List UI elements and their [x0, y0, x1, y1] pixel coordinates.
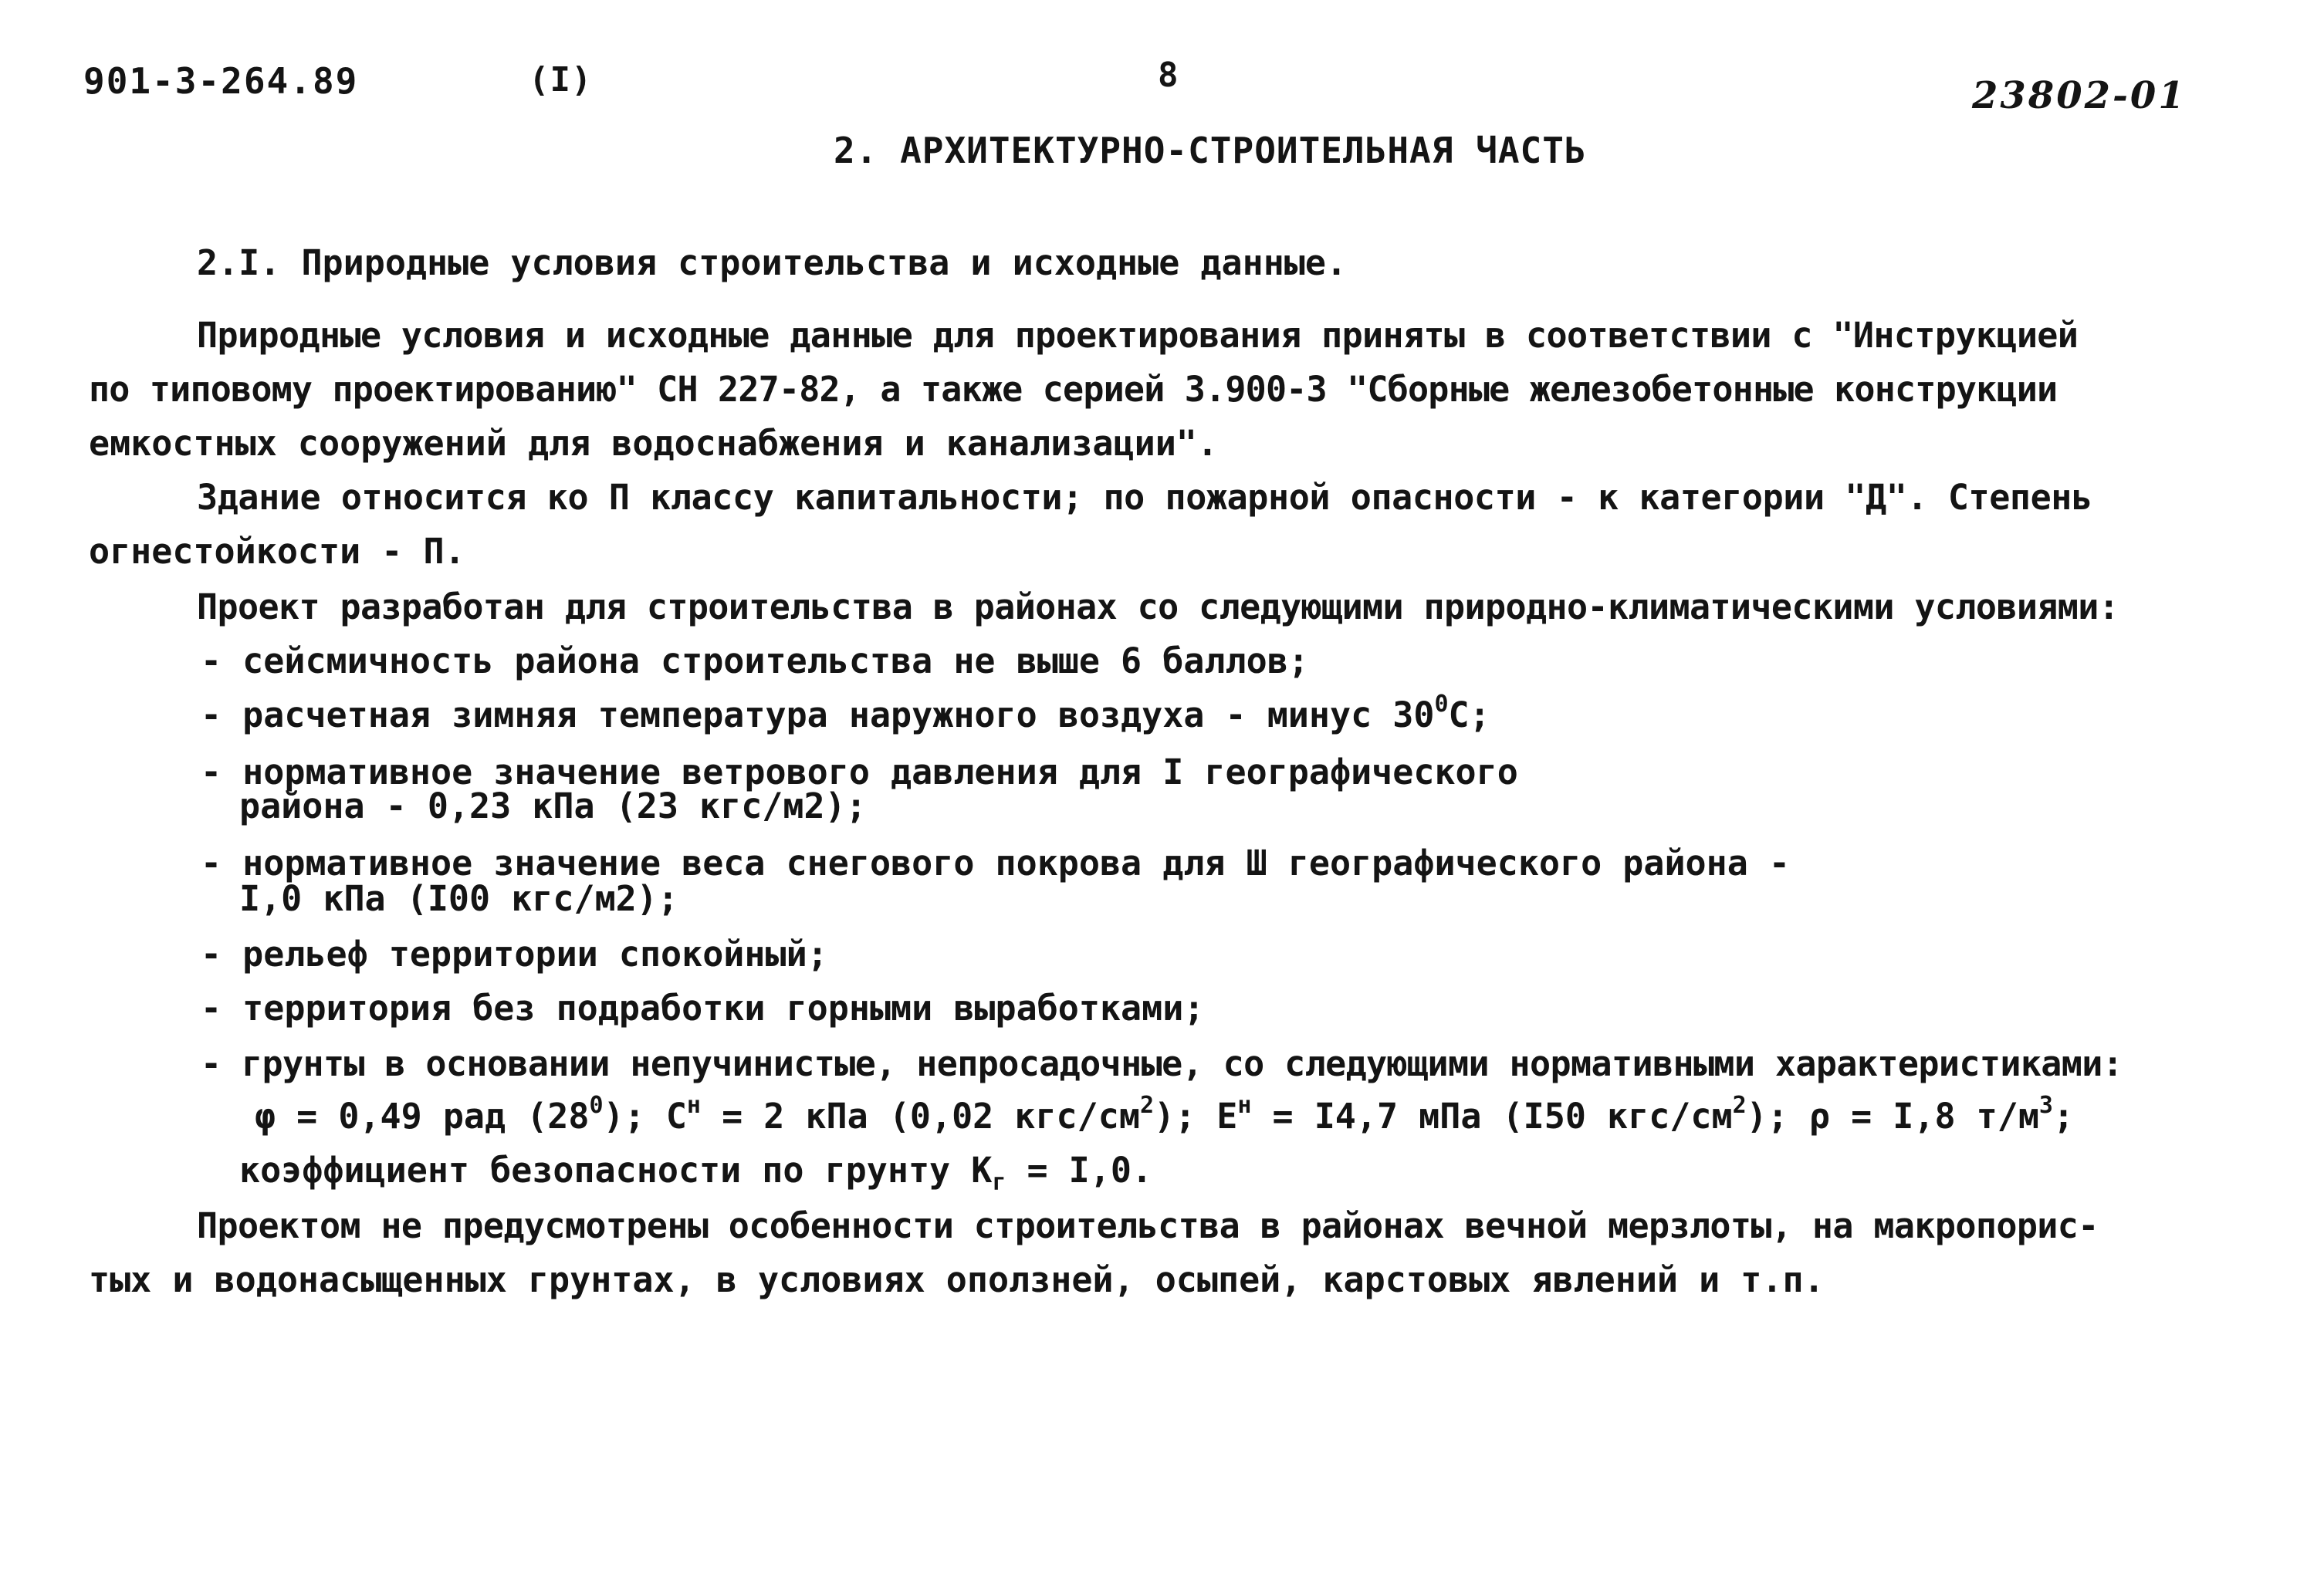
list-item-wind-cont: района - 0,23 кПа (23 кгс/м2); — [239, 786, 867, 826]
sheet-mark: (I) — [529, 60, 593, 100]
soil-characteristics-formula: φ = 0,49 рад $(28^0)$; $С^н = 2$ кПа (0,02 кгс/$см^2$); $Е^н = I4,7$ мПа (I50 кгс/$см^2$); ρ = I,8 $т/м^3$; — [255, 1092, 2075, 1137]
paragraph-line: Проект разработан для строительства в районах со следующими природно-климатическими условиями: — [197, 586, 2119, 627]
list-item-snow-cont: I,0 кПа (I00 кгс/м2); — [239, 878, 678, 919]
list-item-soils: - грунты в основании непучинистые, непросадочные, со следующими нормативными характеристиками: — [201, 1043, 2123, 1084]
list-item-snow: - нормативное значение веса снегового покрова для Ш географического района - — [201, 843, 1791, 884]
list-item-relief: - рельеф территории спокойный; — [201, 934, 828, 975]
list-item-wind: - нормативное значение ветрового давления для I географического — [201, 752, 1518, 792]
paragraph-line: Здание относится ко П классу капитальности; по пожарной опасности - к категории "Д". Степень — [197, 477, 2092, 518]
paragraph-line: по типовому проектированию" СН 227-82, а также серией 3.900-3 "Сборные железобетонные конструкции — [89, 369, 2058, 410]
paragraph-line: емкостных сооружений для водоснабжения и канализации". — [89, 423, 1218, 464]
document-code: 901-3-264.89 — [83, 60, 359, 102]
paragraph-line: огнестойкости - П. — [89, 531, 465, 572]
paragraph-line: Природные условия и исходные данные для проектирования приняты в соответствии с "Инструкцией — [197, 315, 2079, 356]
list-item-seismic: - сейсмичность района строительства не выше 6 баллов; — [201, 640, 1309, 681]
list-item-mining: - территория без подработки горными выработками; — [201, 988, 1205, 1029]
subsection-heading: 2.I. Природные условия строительства и исходные данные. — [197, 242, 1348, 283]
paragraph-line: тых и водонасыщенных грунтах, в условиях оползней, осыпей, карстовых явлений и т.п. — [89, 1259, 1825, 1300]
archive-number: 23802-01 — [1972, 74, 2187, 117]
paragraph-line: Проектом не предусмотрены особенности строительства в районах вечной мерзлоты, на макропорис- — [197, 1205, 2099, 1246]
safety-coefficient: коэффициент безопасности по грунту $К_г = I,0$. — [239, 1150, 1153, 1196]
page-number: 8 — [1158, 56, 1179, 95]
section-title: 2. АРХИТЕКТУРНО-СТРОИТЕЛЬНАЯ ЧАСТЬ — [834, 130, 1587, 171]
list-item-temperature: - расчетная зимняя температура наружного воздуха - минус $30^0С$; — [201, 691, 1490, 735]
